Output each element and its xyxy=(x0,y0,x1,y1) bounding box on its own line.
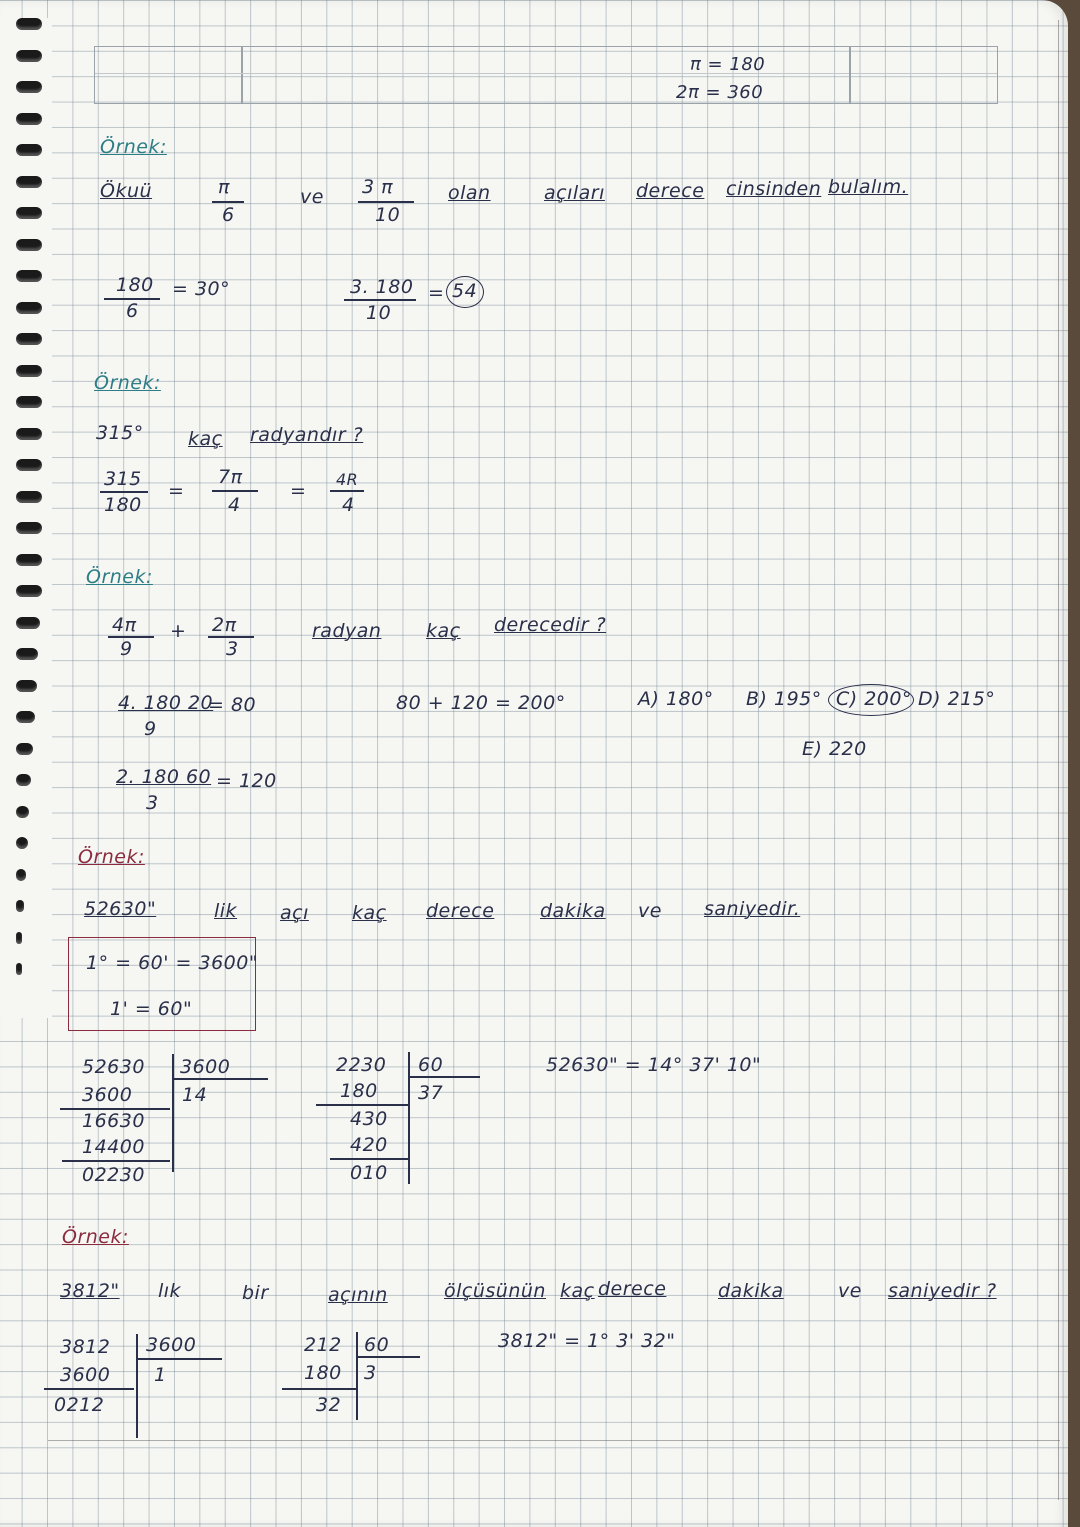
spiral-ring xyxy=(16,239,42,251)
example-1-title: Örnek: xyxy=(100,136,167,158)
spiral-ring xyxy=(16,837,28,849)
ex1-calc2-den: 10 xyxy=(366,302,392,324)
spiral-ring xyxy=(16,648,38,660)
ex1-calc2-num: 3. 180 xyxy=(350,276,414,298)
fraction-bar xyxy=(212,490,258,492)
spiral-ring xyxy=(16,554,42,566)
subtract-line xyxy=(282,1388,356,1390)
ex2-frac1-num: 315 xyxy=(104,468,142,490)
div2-row-2: 180 xyxy=(340,1080,378,1102)
spiral-ring xyxy=(16,932,22,944)
subtract-line xyxy=(44,1388,134,1390)
ex2-word-kac: kaç xyxy=(188,428,223,450)
spiral-ring xyxy=(16,113,42,125)
ex3-option-b: B) 195° xyxy=(746,688,822,710)
div1-quotient: 14 xyxy=(182,1084,208,1106)
header-box xyxy=(94,46,998,104)
ex1-word-acilari: açıları xyxy=(544,182,605,204)
division-bar xyxy=(408,1076,480,1078)
div2-divisor: 60 xyxy=(418,1054,444,1076)
ex1-frac2-den: 10 xyxy=(375,204,401,226)
division-bar xyxy=(172,1054,174,1172)
example-2-title: Örnek: xyxy=(94,372,161,394)
spiral-ring xyxy=(16,207,42,219)
spiral-ring xyxy=(16,774,31,786)
ex2-frac2-num: 7π xyxy=(218,466,243,488)
ex1-calc2-result: 54 xyxy=(452,280,478,302)
div2-row-4: 420 xyxy=(350,1134,388,1156)
subtract-line xyxy=(316,1104,408,1106)
spiral-ring xyxy=(16,50,42,62)
spiral-ring xyxy=(16,81,42,93)
spiral-ring xyxy=(16,585,42,597)
fraction-bar xyxy=(100,491,148,493)
spiral-ring xyxy=(16,176,42,188)
ex3-calc2-den: 3 xyxy=(146,792,159,814)
fraction-bar xyxy=(212,201,244,203)
example-4-title: Örnek: xyxy=(78,846,145,868)
spiral-ring xyxy=(16,302,42,314)
ex5-word-lik: lık xyxy=(158,1280,182,1302)
ex4-word-aci: açı xyxy=(280,902,309,924)
subtract-line xyxy=(330,1158,408,1160)
spiral-ring xyxy=(16,333,42,345)
div4-divisor: 60 xyxy=(364,1334,390,1356)
ex5-word-dakika: dakika xyxy=(718,1280,784,1302)
ex4-result: 52630" = 14° 37' 10" xyxy=(546,1054,762,1076)
ex4-word-derece: derece xyxy=(426,900,495,922)
ex3-calc1-den: 9 xyxy=(144,718,157,740)
ex1-word-bulalim: bulalım. xyxy=(828,176,909,198)
ex2-frac3-num: 4R xyxy=(336,470,359,489)
ex1-word-cinsinden: cinsinden xyxy=(726,178,822,200)
div1-row-3: 16630 xyxy=(82,1110,145,1132)
ex2-frac3-den: 4 xyxy=(342,494,355,516)
ex3-frac1-num: 4π xyxy=(112,614,137,636)
ex4-word-ve: ve xyxy=(638,900,662,922)
spiral-ring xyxy=(16,900,24,912)
spiral-ring xyxy=(16,18,42,30)
spiral-ring xyxy=(16,491,42,503)
fraction-bar xyxy=(344,299,416,301)
ex5-word-olcusunun: ölçüsünün xyxy=(444,1280,546,1302)
ex1-frac2-num: 3 π xyxy=(362,176,394,198)
ex3-word-derecedir: derecedir ? xyxy=(494,614,607,636)
div4-row-1: 212 xyxy=(304,1334,342,1356)
div2-row-3: 430 xyxy=(350,1108,388,1130)
ex3-word-kac: kaç xyxy=(426,620,461,642)
spiral-binding xyxy=(0,18,52,1018)
div4-row-2: 180 xyxy=(304,1362,342,1384)
conversion-line-1: 1° = 60' = 3600" xyxy=(86,952,259,974)
div1-row-5: 02230 xyxy=(82,1164,145,1186)
example-3-title: Örnek: xyxy=(86,566,153,588)
div1-row-2: 3600 xyxy=(82,1084,133,1106)
ex5-word-kac: kaç xyxy=(560,1280,595,1302)
spiral-ring xyxy=(16,806,29,818)
ex1-frac1-num: π xyxy=(218,176,230,198)
ex2-question-value: 315° xyxy=(96,422,144,444)
ex4-word-lik: lik xyxy=(214,900,238,922)
div2-row-1: 2230 xyxy=(336,1054,387,1076)
ex5-result: 3812" = 1° 3' 32" xyxy=(498,1330,676,1352)
ex2-eq2: = xyxy=(290,480,307,502)
ex1-calc2-eq: = xyxy=(428,282,445,304)
ex3-word-radyan: radyan xyxy=(312,620,382,642)
ex3-calc1-num: 4. 180 20 xyxy=(118,692,214,714)
div4-row-3: 32 xyxy=(316,1394,342,1416)
ex2-frac2-den: 4 xyxy=(228,494,241,516)
ex1-word-ve: ve xyxy=(300,186,324,208)
spiral-ring xyxy=(16,869,26,881)
spiral-ring xyxy=(16,680,37,692)
spiral-ring xyxy=(16,963,22,975)
ex3-calc2-result: = 120 xyxy=(216,770,277,792)
ex4-word-dakika: dakika xyxy=(540,900,606,922)
page-bottom-margin xyxy=(48,1440,1060,1441)
division-bar xyxy=(356,1356,420,1358)
division-bar xyxy=(136,1334,138,1438)
page-edge xyxy=(1058,20,1059,1500)
division-bar xyxy=(408,1052,410,1184)
div3-divisor: 3600 xyxy=(146,1334,197,1356)
ex2-word-radyandir: radyandır ? xyxy=(250,424,364,446)
ex5-word-ve: ve xyxy=(838,1280,862,1302)
fraction-bar xyxy=(358,201,414,203)
ex3-option-c: C) 200° xyxy=(836,688,912,710)
ex3-frac1-den: 9 xyxy=(120,638,133,660)
ex2-frac1-den: 180 xyxy=(104,494,142,516)
div3-row-1: 3812 xyxy=(60,1336,111,1358)
ex3-plus: + xyxy=(170,620,187,642)
ex5-word-bir: bir xyxy=(242,1282,269,1304)
spiral-ring xyxy=(16,522,42,534)
div3-row-2: 3600 xyxy=(60,1364,111,1386)
division-bar xyxy=(172,1078,268,1080)
division-bar xyxy=(356,1332,358,1420)
ex4-word-saniyedir: saniyedir. xyxy=(704,898,801,920)
ex3-option-a: A) 180° xyxy=(638,688,714,710)
spiral-ring xyxy=(16,365,42,377)
div4-quotient: 3 xyxy=(364,1362,377,1384)
spiral-ring xyxy=(16,743,33,755)
ex3-frac2-num: 2π xyxy=(212,614,237,636)
ex1-word-olan: olan xyxy=(448,182,491,204)
ex3-option-e: E) 220 xyxy=(802,738,867,760)
division-bar xyxy=(136,1358,222,1360)
header-line-2: 2π = 360 xyxy=(676,82,764,103)
div2-row-5: 010 xyxy=(350,1162,388,1184)
spiral-ring xyxy=(16,711,35,723)
ex1-word-okuu: Ökuü xyxy=(100,180,153,202)
spiral-ring xyxy=(16,428,42,440)
ex3-sum: 80 + 120 = 200° xyxy=(396,692,566,714)
ex1-frac1-den: 6 xyxy=(222,204,235,226)
conversion-line-2: 1' = 60" xyxy=(110,998,193,1020)
ex4-question-value: 52630" xyxy=(84,898,157,920)
spiral-ring xyxy=(16,144,42,156)
spiral-ring xyxy=(16,617,40,629)
header-line-1: π = 180 xyxy=(690,54,766,75)
ex1-calc1-result: = 30° xyxy=(172,278,231,300)
ex5-word-acinin: açının xyxy=(328,1284,388,1306)
spiral-ring xyxy=(16,270,42,282)
ex3-calc1-result: = 80 xyxy=(208,694,257,716)
div3-row-3: 0212 xyxy=(54,1394,105,1416)
spiral-ring xyxy=(16,396,42,408)
div1-row-4: 14400 xyxy=(82,1136,145,1158)
ex1-calc1-num: 180 xyxy=(116,274,154,296)
div2-quotient: 37 xyxy=(418,1082,444,1104)
example-5-title: Örnek: xyxy=(62,1226,129,1248)
ex1-calc1-den: 6 xyxy=(126,300,139,322)
ex3-frac2-den: 3 xyxy=(226,638,239,660)
div1-divisor: 3600 xyxy=(180,1056,231,1078)
ex1-word-derece: derece xyxy=(636,180,705,202)
ex2-eq1: = xyxy=(168,480,185,502)
ex3-option-d: D) 215° xyxy=(918,688,996,710)
div3-quotient: 1 xyxy=(154,1364,167,1386)
ex5-word-saniyedir: saniyedir ? xyxy=(888,1280,997,1302)
ex5-question-value: 3812" xyxy=(60,1280,120,1302)
ex3-calc2-num: 2. 180 60 xyxy=(116,766,212,788)
spiral-ring xyxy=(16,459,42,471)
fraction-bar xyxy=(330,490,364,492)
div1-row-1: 52630 xyxy=(82,1056,145,1078)
ex4-word-kac: kaç xyxy=(352,902,387,924)
ex5-word-derece: derece xyxy=(598,1278,667,1300)
subtract-line xyxy=(62,1160,170,1162)
